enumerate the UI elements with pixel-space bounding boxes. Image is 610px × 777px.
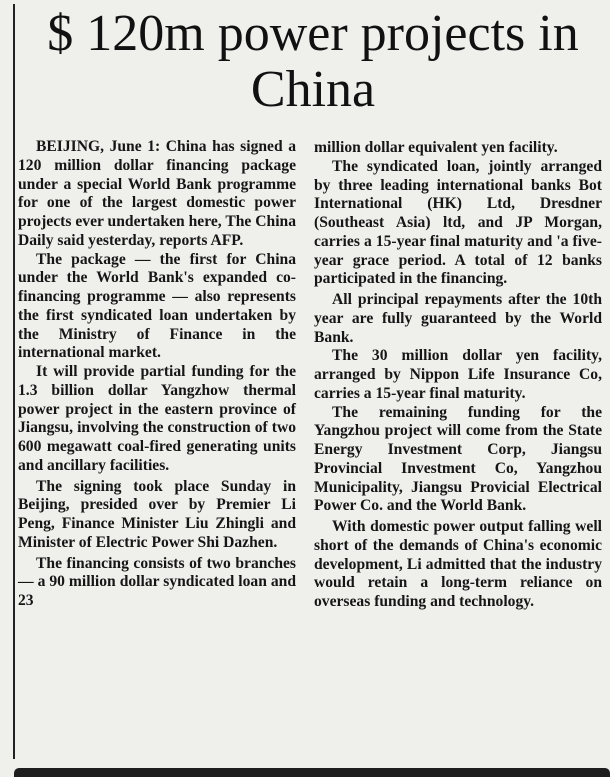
paragraph-yen-facility-cont: million dollar equivalent yen facility.	[314, 139, 558, 156]
paragraph-package: The package — the first for China under the World Bank's expanded co-financing programme — also represents the first syndicated loan undertaken by the Ministry of Finance in the international market.	[18, 250, 296, 362]
column-rule-left	[13, 4, 15, 759]
article-column-left	[18, 138, 296, 611]
paragraph-financing: The financing consists of two branches — a 90 million dollar syndicated loan and 23	[18, 554, 296, 609]
paragraph-syndicated-loan: The syndicated loan, jointly arranged by three leading international banks Bot International (HK) Ltd, Dresdner (Southeast Asia) ltd, and JP Morgan, carries a 15-year final maturity and 'a five-year grace period. A total of 12 banks participated in the financing.	[314, 157, 602, 288]
paragraph-funding: It will provide partial funding for the 1.3 billion dollar Yangzhow thermal power project in the eastern province of Jiangsu, involving the construction of two 600 megawatt coal-fired generating units and ancillary facilities.	[18, 363, 296, 474]
paragraph-signing: The signing took place Sunday in Beijing, presided over by Premier Li Peng, Finance Minister Liu Zhingli and Minister of Electric Power Shi Dazhen.	[18, 477, 296, 551]
paragraph-remaining-funding: The remaining funding for the Yangzhou project will come from the State Energy Investment Corp, Jiangsu Provincial Investment Co, Yangzhou Municipality, Jiangsu Provicial Electrical Power Co. and the World Bank.	[314, 403, 602, 515]
headline: $ 120m power projects in China	[47, 5, 579, 118]
next-article-edge	[14, 768, 610, 777]
paragraph-yen-facility: The 30 million dollar yen facility, arranged by Nippon Life Insurance Co, carries a 15-year final maturity.	[314, 347, 602, 402]
paragraph-domestic-power: With domestic power output falling well short of the demands of China's economic development, Li admitted that the industry would retain a long-term reliance on overseas funding and technology.	[314, 518, 602, 610]
article-column-right	[314, 139, 602, 612]
paragraph-dateline: BEIJING, June 1: China has signed a 120 million dollar financing package under a special World Bank programme for one of the largest domestic power projects ever undertaken here, The China Daily said yesterday, reports AFP.	[18, 138, 296, 249]
paragraph-repayments: All principal repayments after the 10th year are fully guaranteed by the World Bank.	[314, 291, 602, 346]
